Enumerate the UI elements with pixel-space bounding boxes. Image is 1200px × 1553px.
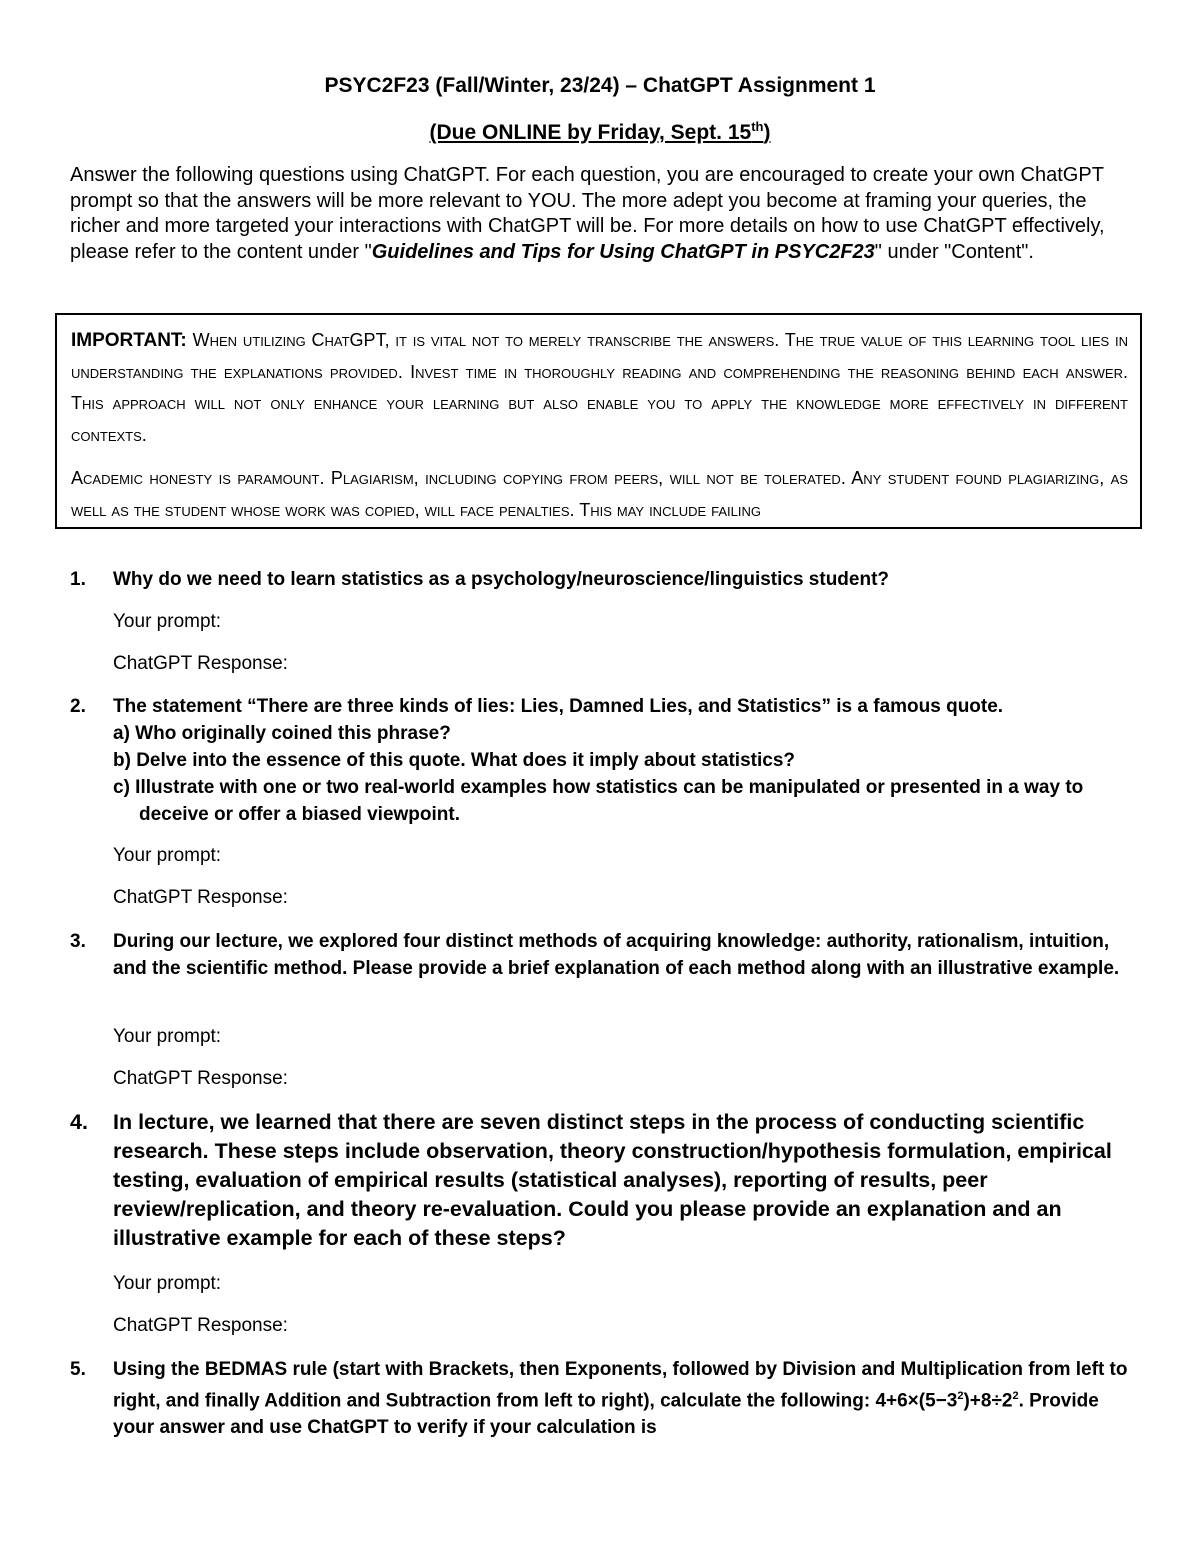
important-text-2: Academic honesty is paramount. Plagiarism, including copying from peers, will not be tolerated. Any student found plagiarizing, as well as the student whose work was copied, will face penalties. This may include failing <box>71 468 1128 520</box>
important-paragraph-1 <box>71 325 1128 451</box>
question-5-text <box>113 1356 1135 1441</box>
question-4 <box>70 1108 1135 1253</box>
question-2-number: 2. <box>70 696 86 717</box>
due-date-close: ) <box>763 121 771 144</box>
question-4-number: 4. <box>70 1110 88 1134</box>
question-4-prompt-label: Your prompt: <box>113 1273 222 1294</box>
question-1-text: Why do we need to learn statistics as a psychology/neuroscience/linguistics student? <box>113 569 890 590</box>
important-lead: IMPORTANT: <box>71 330 187 351</box>
page-title: PSYC2F23 (Fall/Winter, 23/24) – ChatGPT Assignment 1 <box>324 74 876 97</box>
question-3-text: During our lecture, we explored four distinct methods of acquiring knowledge: authority, rationalism, intuition, and the scientific method. Please provide a brief explanation of each method along with an illustrative example. <box>113 931 1120 979</box>
question-4-text: In lecture, we learned that there are seven distinct steps in the process of conducting scientific research. These steps include observation, theory construction/hypothesis formulation, empirical testing, evaluation of empirical results (statistical analyses), reporting of results, peer review/replication, and theory re-evaluation. Could you please provide an explanation and an illustrative example for each of these steps? <box>113 1110 1112 1250</box>
question-5-exponent-2: 2 <box>1012 1390 1019 1402</box>
important-text-1: When utilizing ChatGPT, it is vital not to merely transcribe the answers. The true value of this learning tool lies in understanding the explanations provided. Invest time in thoroughly reading and comprehending the reasoning behind each answer. This approach will not only enhance your learning but also enable you to apply the knowledge more effectively in different contexts. <box>71 330 1128 445</box>
question-3-response-label: ChatGPT Response: <box>113 1068 288 1089</box>
question-4-response-label: ChatGPT Response: <box>113 1315 288 1336</box>
due-date-superscript: th <box>751 119 764 134</box>
question-1-number: 1. <box>70 569 86 590</box>
question-2-sub-a: a) Who originally coined this phrase? <box>113 723 451 744</box>
important-paragraph-2 <box>71 463 1128 526</box>
question-5-number: 5. <box>70 1359 86 1380</box>
intro-paragraph <box>70 163 1135 265</box>
question-2-response-label: ChatGPT Response: <box>113 887 288 908</box>
question-2-sub-b: b) Delve into the essence of this quote. What does it imply about statistics? <box>113 750 795 771</box>
question-2 <box>70 693 1135 828</box>
question-3-number: 3. <box>70 931 86 952</box>
question-2-prompt-label: Your prompt: <box>113 845 222 866</box>
question-5-text-a: Using the BEDMAS rule (start with Brackets, then Exponents, followed by Division and Multiplication from left to right, and finally Addition and Subtraction from left to right), calculate the following: 4+6×(5−3 <box>113 1359 1128 1412</box>
question-5-exponent-1: 2 <box>957 1390 964 1402</box>
intro-text-2: " under "Content". <box>874 240 1034 263</box>
question-3 <box>70 928 1135 982</box>
question-1 <box>70 566 1135 593</box>
due-date <box>0 119 1200 145</box>
intro-guidelines-reference: Guidelines and Tips for Using ChatGPT in PSYC2F23 <box>371 240 875 263</box>
question-3-prompt-label: Your prompt: <box>113 1026 222 1047</box>
question-2-body <box>113 693 1135 828</box>
question-2-sub-c: c) Illustrate with one or two real-world examples how statistics can be manipulated or presented in a way to deceive or offer a biased viewpoint. <box>113 777 1084 825</box>
question-5 <box>70 1356 1135 1441</box>
question-1-prompt-label: Your prompt: <box>113 611 222 632</box>
question-2-text: The statement “There are three kinds of lies: Lies, Damned Lies, and Statistics” is a famous quote. <box>113 696 1004 717</box>
question-5-text-c: . Provide your answer and use ChatGPT to verify if your calculation is <box>113 1390 1099 1439</box>
question-1-response-label: ChatGPT Response: <box>113 653 288 674</box>
intro-text-1: Answer the following questions using ChatGPT. For each question, you are encouraged to create your own ChatGPT prompt so that the answers will be more relevant to YOU. The more adept you become at framing your queries, the richer and more targeted your interactions with ChatGPT will be. For more details on how to use ChatGPT effectively, please refer to the content under " <box>70 164 1105 263</box>
due-date-text: (Due ONLINE by Friday, Sept. 15 <box>429 121 752 144</box>
important-notice-box <box>55 313 1142 529</box>
question-5-text-b: )+8÷2 <box>963 1390 1013 1412</box>
